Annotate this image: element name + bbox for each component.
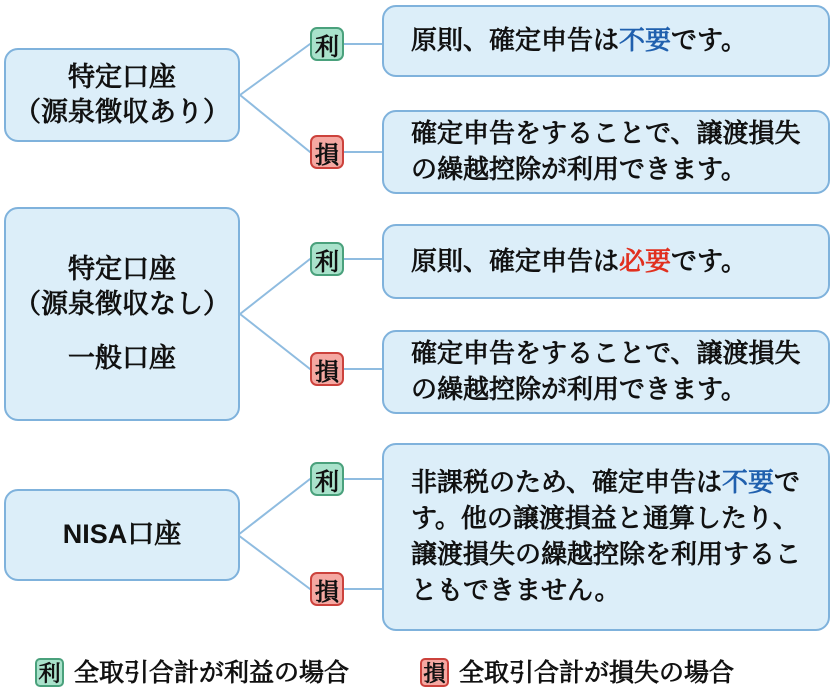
account-box-tokutei-genssen-nashi-ippan: 特定口座 （源泉徴収なし） 一般口座 [4,207,240,421]
legend-profit-badge: 利 [35,658,64,687]
loss-badge: 損 [310,135,344,169]
legend-loss-label: 全取引合計が損失の場合 [459,659,735,687]
profit-badge: 利 [310,462,344,496]
loss-badge: 損 [310,352,344,386]
result-box-profit-tokutei-nashi: 原則、確定申告は必要です。 [382,224,830,299]
result-box-loss-tokutei-ari: 確定申告をすることで、譲渡損失の繰越控除が利用できます。 [382,110,830,194]
profit-badge: 利 [310,242,344,276]
legend-loss-badge: 損 [420,658,449,687]
result-box-nisa: 非課税のため、確定申告は不要です。他の譲渡損益と通算したり、譲渡損失の繰越控除を利用することもできません。 [382,443,830,631]
profit-badge: 利 [310,27,344,61]
account-box-nisa: NISA口座 [4,489,240,581]
loss-badge: 損 [310,572,344,606]
account-box-tokutei-genssen-ari: 特定口座 （源泉徴収あり） [4,48,240,142]
legend-profit-label: 全取引合計が利益の場合 [74,659,350,687]
result-box-profit-tokutei-ari: 原則、確定申告は不要です。 [382,5,830,77]
result-box-loss-tokutei-nashi: 確定申告をすることで、譲渡損失の繰越控除が利用できます。 [382,330,830,414]
